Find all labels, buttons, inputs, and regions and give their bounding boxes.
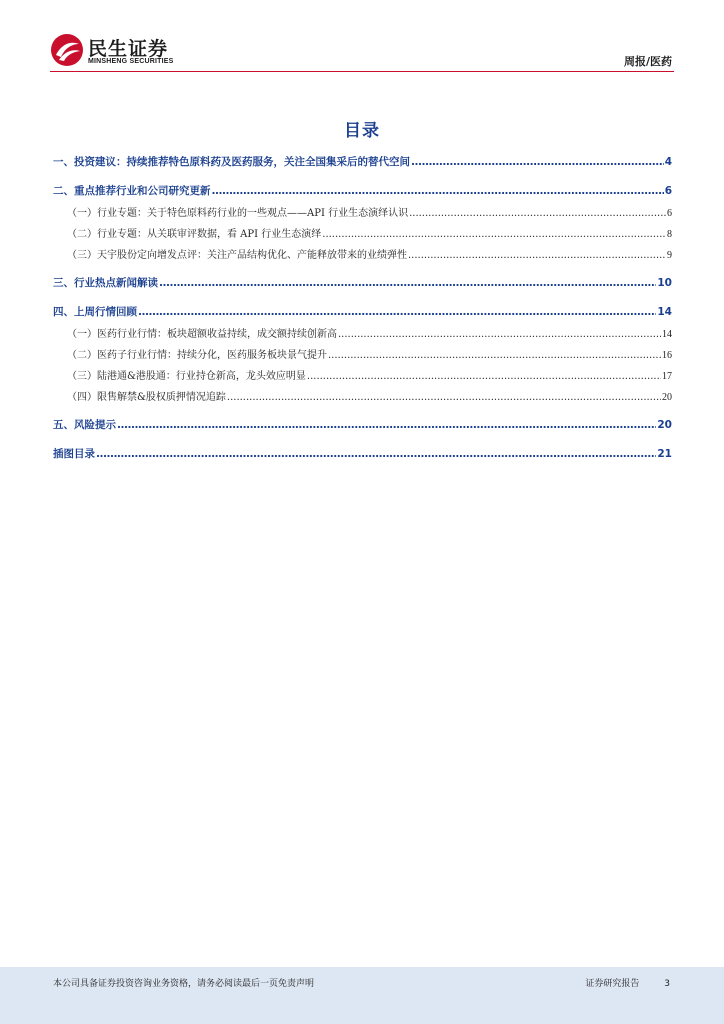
- footer-meta: [585, 976, 670, 989]
- toc-spacer: [53, 438, 672, 446]
- dot-leader: [338, 329, 661, 340]
- toc-entry-page: 20: [662, 392, 672, 403]
- toc-spacer: [53, 409, 672, 417]
- toc-entry-label: 二、重点推荐行业和公司研究更新: [53, 185, 211, 197]
- toc-entry-page: 17: [662, 371, 672, 382]
- toc-spacer: [53, 296, 672, 304]
- dot-leader: [227, 392, 661, 403]
- toc-spacer: [53, 267, 672, 275]
- report-category: 周报/医药: [623, 55, 672, 68]
- logo-chinese-name: 民生证券: [88, 38, 169, 60]
- toc-entry-section-4[interactable]: [53, 304, 672, 325]
- toc-entry-page: 14: [657, 306, 672, 318]
- dot-leader: [138, 306, 656, 318]
- toc-entry-page: 8: [667, 229, 672, 240]
- footer-disclaimer: 本公司具备证券投资咨询业务资格，请务必阅读最后一页免责声明: [53, 979, 315, 989]
- toc-entry-figure-index[interactable]: [53, 446, 672, 467]
- toc-entry-label: （三）陆港通&港股通：行业持仓新高，龙头效应明显: [67, 371, 306, 382]
- toc-entry-label: （二）行业专题：从关联审评数据，看 API 行业生态演绎: [67, 229, 322, 240]
- header-divider: [50, 71, 674, 72]
- toc-entry-page: 6: [667, 208, 672, 219]
- dot-leader: [117, 419, 656, 431]
- dot-leader: [408, 250, 666, 261]
- toc-entry-label: （二）医药子行业行情：持续分化，医药服务板块景气提升: [67, 350, 327, 361]
- toc-entry-subsection-2-3[interactable]: [53, 246, 672, 267]
- dot-leader: [322, 229, 666, 240]
- dot-leader: [328, 350, 661, 361]
- page-footer: [0, 967, 724, 1024]
- logo-english-name: MINSHENG SECURITIES: [88, 58, 174, 65]
- dot-leader: [96, 448, 656, 460]
- toc-entry-section-1[interactable]: [53, 154, 672, 175]
- toc-entry-subsection-2-2[interactable]: [53, 225, 672, 246]
- page-header: [0, 0, 724, 72]
- toc-entry-subsection-4-1[interactable]: [53, 325, 672, 346]
- toc-entry-page: 6: [664, 185, 672, 197]
- dot-leader: [411, 156, 664, 168]
- toc-entry-section-3[interactable]: [53, 275, 672, 296]
- toc-entry-label: （一）医药行业行情：板块超额收益持续，成交额持续创新高: [67, 329, 337, 340]
- toc-entry-label: 一、投资建议：持续推荐特色原料药及医药服务，关注全国集采后的替代空间: [53, 156, 410, 168]
- toc-entry-label: 三、行业热点新闻解读: [53, 277, 158, 289]
- toc-entry-section-2[interactable]: [53, 183, 672, 204]
- toc-entry-page: 14: [662, 329, 672, 340]
- toc-entry-label: 五、风险提示: [53, 419, 116, 431]
- dot-leader: [212, 185, 664, 197]
- dot-leader: [409, 208, 666, 219]
- toc-entry-subsection-2-1[interactable]: [53, 204, 672, 225]
- toc-entry-subsection-4-2[interactable]: [53, 346, 672, 367]
- toc-entry-label: 插图目录: [53, 448, 95, 460]
- toc-entry-section-5[interactable]: [53, 417, 672, 438]
- dot-leader: [307, 371, 661, 382]
- toc-entry-page: 10: [657, 277, 672, 289]
- toc-entry-label: （一）行业专题：关于特色原料药行业的一些观点——API 行业生态演绎认识: [67, 208, 409, 219]
- toc-entry-page: 16: [662, 350, 672, 361]
- toc-entry-page: 9: [667, 250, 672, 261]
- toc-title: 目录: [344, 121, 380, 141]
- footer-page-number: 3: [664, 979, 670, 989]
- toc-entry-label: （四）限售解禁&股权质押情况追踪: [67, 392, 226, 403]
- toc-entry-label: （三）天宇股份定向增发点评：关注产品结构优化、产能释放带来的业绩弹性: [67, 250, 407, 261]
- toc-entry-subsection-4-4[interactable]: [53, 388, 672, 409]
- company-logo: [50, 33, 210, 71]
- toc-spacer: [53, 175, 672, 183]
- table-of-contents: [53, 154, 672, 467]
- toc-entry-page: 20: [657, 419, 672, 431]
- dot-leader: [159, 277, 656, 289]
- minsheng-logo-icon: [50, 33, 84, 67]
- footer-report-type: 证券研究报告: [585, 979, 640, 989]
- toc-entry-label: 四、上周行情回顾: [53, 306, 137, 318]
- toc-entry-subsection-4-3[interactable]: [53, 367, 672, 388]
- toc-entry-page: 21: [657, 448, 672, 460]
- toc-entry-page: 4: [664, 156, 672, 168]
